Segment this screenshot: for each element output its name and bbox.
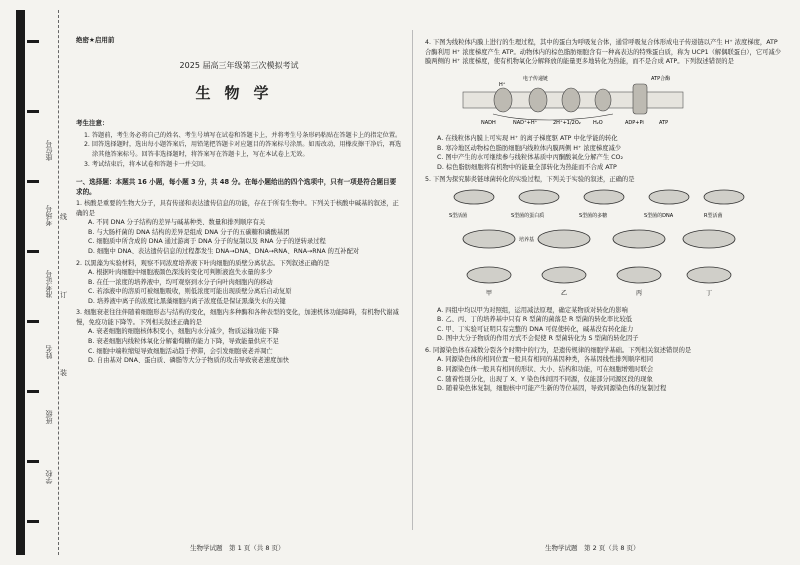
fig-label-adp: ADP+Pi: [625, 119, 644, 126]
option-b: B. 同源染色体一般具有相同的形状、大小、结构和功能，可在细胞增殖时联会: [437, 366, 654, 373]
label-s-protein: S型菌的蛋白质: [511, 213, 545, 220]
option-c: C. 随着性别分化，出现了 X、Y 染色体间因不同源，仅能部分同源区段的现象: [437, 375, 653, 383]
binding-dash: [27, 180, 39, 183]
exam-title: 2025 届高三年级第三次模拟考试: [179, 60, 299, 70]
option-a: A. 不同 DNA 分子结构的差异与碱基种类、数量和排列顺序有关: [88, 219, 266, 227]
option-b: B. 乙、丙、丁的培养基中只有 R 型菌的菌落是 R 型菌的转化率比较低: [437, 316, 633, 324]
question-stem: 1. 核酸是重要的生物大分子，具有传递和表达遗传信息的功能，存在于所有生物中。下列关于核酸中碱基的叙述，正确的是: [76, 200, 399, 217]
group-yi: 乙: [561, 290, 568, 298]
exam-room-label: 考场号: [45, 205, 53, 226]
binding-dash: [27, 390, 39, 393]
label-s-live: S型活菌: [449, 213, 468, 220]
question-3: [76, 308, 402, 365]
binding-dash: [27, 110, 39, 113]
option-b: B. 衰老细胞内线粒体氧化分解葡萄糖的能力下降，导致能量供应不足: [88, 338, 279, 346]
option-d: D. 细胞中 DNA、表达遗传信息的过程都发生 DNA→DNA、DNA→RNA、RNA→RNA 的互补配对: [88, 247, 360, 255]
label-r-live: R型活菌: [704, 213, 723, 220]
option-d: D. 随着染色体复制，细胞核中可能产生新的等位基因，导致同源染色体的复制过程: [437, 385, 667, 393]
cut-mark: 装: [60, 369, 67, 377]
option-c: C. 细胞中端粒缩短导致细胞活动趋于停滞，会引发细胞衰老并凋亡: [88, 347, 273, 355]
question-2: [76, 259, 402, 307]
fig-label-h2o: H₂O: [593, 119, 603, 126]
question-5: [425, 175, 785, 344]
binding-dash: [27, 460, 39, 463]
option-b: B. 与大肠杆菌的 DNA 结构的差异是组成 DNA 分子的五碳糖和磷酸基团: [88, 228, 290, 236]
group-bing: 丙: [636, 290, 643, 298]
question-stem: 4. 下图为线粒体内膜上进行的生理过程，其中的蛋白为呼吸复合体，通常呼吸复合体形成电子传递链以产生 H⁺ 浓度梯度，ATP 合酶利用 H⁺ 浓度梯度产生 ATP。动物体内的棕色脂肪细胞含有一种高表达的特殊蛋白质，称为 UCP1（解偶联蛋白），它可减少膜两侧的 H⁺ 浓度梯度，使有机物氧化分解释放的能量更多地转化为热能，而不是合成 ATP。下列叙述错误的是: [425, 39, 782, 66]
notice-item: 1. 答题前，考生务必将自己的姓名、考生号填写在试卷和答题卡上，并将考生号条形码粘贴在答题卡上的指定位置。: [84, 131, 402, 139]
group-jia: 甲: [486, 290, 493, 298]
option-d: D. 自由基对 DNA、蛋白质、磷脂等大分子物质的攻击导致衰老速度加快: [88, 357, 290, 365]
option-a: A. 四组中均以甲为对照组，运用减法原理，确定某物质对转化的影响: [437, 306, 628, 314]
option-b: B. 在任一浓度的培养液中，均可观察到水分子向叶肉细胞内的移动: [88, 278, 273, 286]
group-ding: 丁: [706, 290, 713, 298]
seat-number-label: 座位号: [45, 140, 53, 161]
footer-left: 生物学试题 第 1 页（共 8 页）: [190, 544, 285, 552]
binding-dash: [27, 250, 39, 253]
question-stem: 5. 下图为探究肺炎链球菌转化的实验过程，下列关于实验的叙述，正确的是: [425, 175, 635, 183]
notice-item: 3. 考试结束后，将本试卷和答题卡一并交回。: [84, 160, 210, 168]
binding-dash: [27, 40, 39, 43]
fig-label-nad: NAD⁺+H⁺: [513, 119, 538, 126]
fig-label-atpase: ATP合酶: [651, 75, 671, 82]
section-heading: 一、选择题：本题共 16 小题，每小题 3 分，共 48 分。在每小题给出的四个选项中，只有一项是符合题目要求的。: [76, 178, 397, 197]
transformation-diagram: [429, 187, 749, 299]
question-stem: 3. 细胞衰老往往伴随着细胞形态与结构的变化，细胞内多种酶和各种表型的变化，加速机体功能障碍，有机物代谢减慢，免疫功能下降等。下列相关叙述正确的是: [76, 309, 399, 326]
subject-title: 生物学: [195, 84, 283, 103]
cut-mark: 订: [60, 291, 67, 299]
option-d: D. 培养液中离子的浓度比黑藻细胞内离子浓度低是保证黑藻失水的关键: [88, 297, 286, 305]
membrane-diagram: [453, 70, 693, 128]
fig-label-chain: 电子传递链: [523, 75, 549, 82]
right-column: [425, 10, 785, 394]
option-c: C. 图中产生的水可继续参与线粒体基质中丙酮酸氧化分解产生 CO₂: [437, 154, 623, 162]
fig-label-hplus: H⁺: [499, 81, 506, 88]
question-6: [425, 346, 785, 394]
question-stem: 2. 以黑藻为实验材料，观察不同浓度培养液下叶肉细胞的质壁分离状态。下列叙述正确的是: [76, 259, 330, 267]
label-medium: 培养基: [519, 237, 535, 244]
column-divider: [412, 30, 413, 530]
school-label: 学校: [45, 470, 53, 484]
option-a: A. 同源染色体的相同位置一般具有相同的基因种类，各基因线性排列顺序相同: [437, 356, 653, 364]
binding-strip: [0, 0, 72, 565]
notice-block: [76, 119, 402, 169]
class-label: 班级: [45, 410, 53, 424]
option-a: A. 在线粒体内膜上可实现 H⁺ 的离子梯度驱 ATP 中化学能的转化: [437, 135, 618, 143]
fig-label-nadh: NADH: [481, 119, 496, 126]
secret-label: 绝密★启用前: [76, 36, 115, 44]
question-1: [76, 199, 402, 256]
cut-mark: 线: [60, 213, 67, 221]
option-c: C. 甲、丁实验可证明只有完整的 DNA 可促使转化，碱基没有转化能力: [437, 325, 634, 333]
name-label: 姓名: [45, 345, 53, 359]
cut-line: [58, 10, 60, 555]
membrane-figure: [453, 70, 785, 132]
fig-label-o2: 2H⁺+1/2O₂: [553, 119, 581, 126]
label-s-polysaccharide: S型菌的多糖: [579, 213, 608, 220]
option-c: C. 细胞质中所含成的 DNA 通过游离于 DNA 分子的复制以及 RNA 分子的逆转录过程: [88, 238, 326, 246]
option-c: C. 若添液中的溶质可被细胞吸收，则低浓度可能出现质壁分离后自动复原: [88, 288, 292, 296]
binding-dash: [27, 320, 39, 323]
option-a: A. 衰老细胞的细胞核体积变小，细胞内水分减少，物质运输功能下降: [88, 328, 279, 336]
left-column: [76, 10, 402, 366]
footer-right: 生物学试题 第 2 页（共 8 页）: [545, 544, 640, 552]
notice-heading: 考生注意：: [76, 118, 109, 127]
fig-label-atp: ATP: [659, 119, 669, 126]
label-s-dna: S型菌的DNA: [644, 213, 674, 220]
transformation-figure: [429, 187, 785, 303]
binding-dash: [27, 520, 39, 523]
binding-bar: [16, 10, 25, 555]
notice-item: 2. 回答选择题时，选出每小题答案后，用铅笔把答题卡对应题目的答案标号涂黑。如需改动，用橡皮擦干净后，再选涂其他答案标号。回答非选择题时，将答案写在答题卡上，写在本试卷上无效。: [84, 141, 402, 158]
option-d: D. 棕色脂肪细胞将有机物中的能量全部转化为热能而不合成 ATP: [437, 163, 617, 171]
question-4: [425, 38, 785, 173]
option-a: A. 根据叶肉细胞中细胞液颜色深浅的变化可判断液泡失水量的多少: [88, 269, 273, 277]
option-b: B. 寒冷地区动物棕色脂肪细胞内线粒体内膜两侧 H⁺ 浓度梯度减少: [437, 144, 622, 152]
option-d: D. 图中大分子物质的作用方式不会促使 R 型菌转化为 S 型菌的转化因子: [437, 335, 639, 343]
admission-number-label: 准考证号: [45, 270, 53, 298]
question-stem: 6. 同源染色体在减数分裂各个时期中的行为，是遗传规律的细胞学基础。下列相关叙述错误的是: [425, 346, 692, 354]
